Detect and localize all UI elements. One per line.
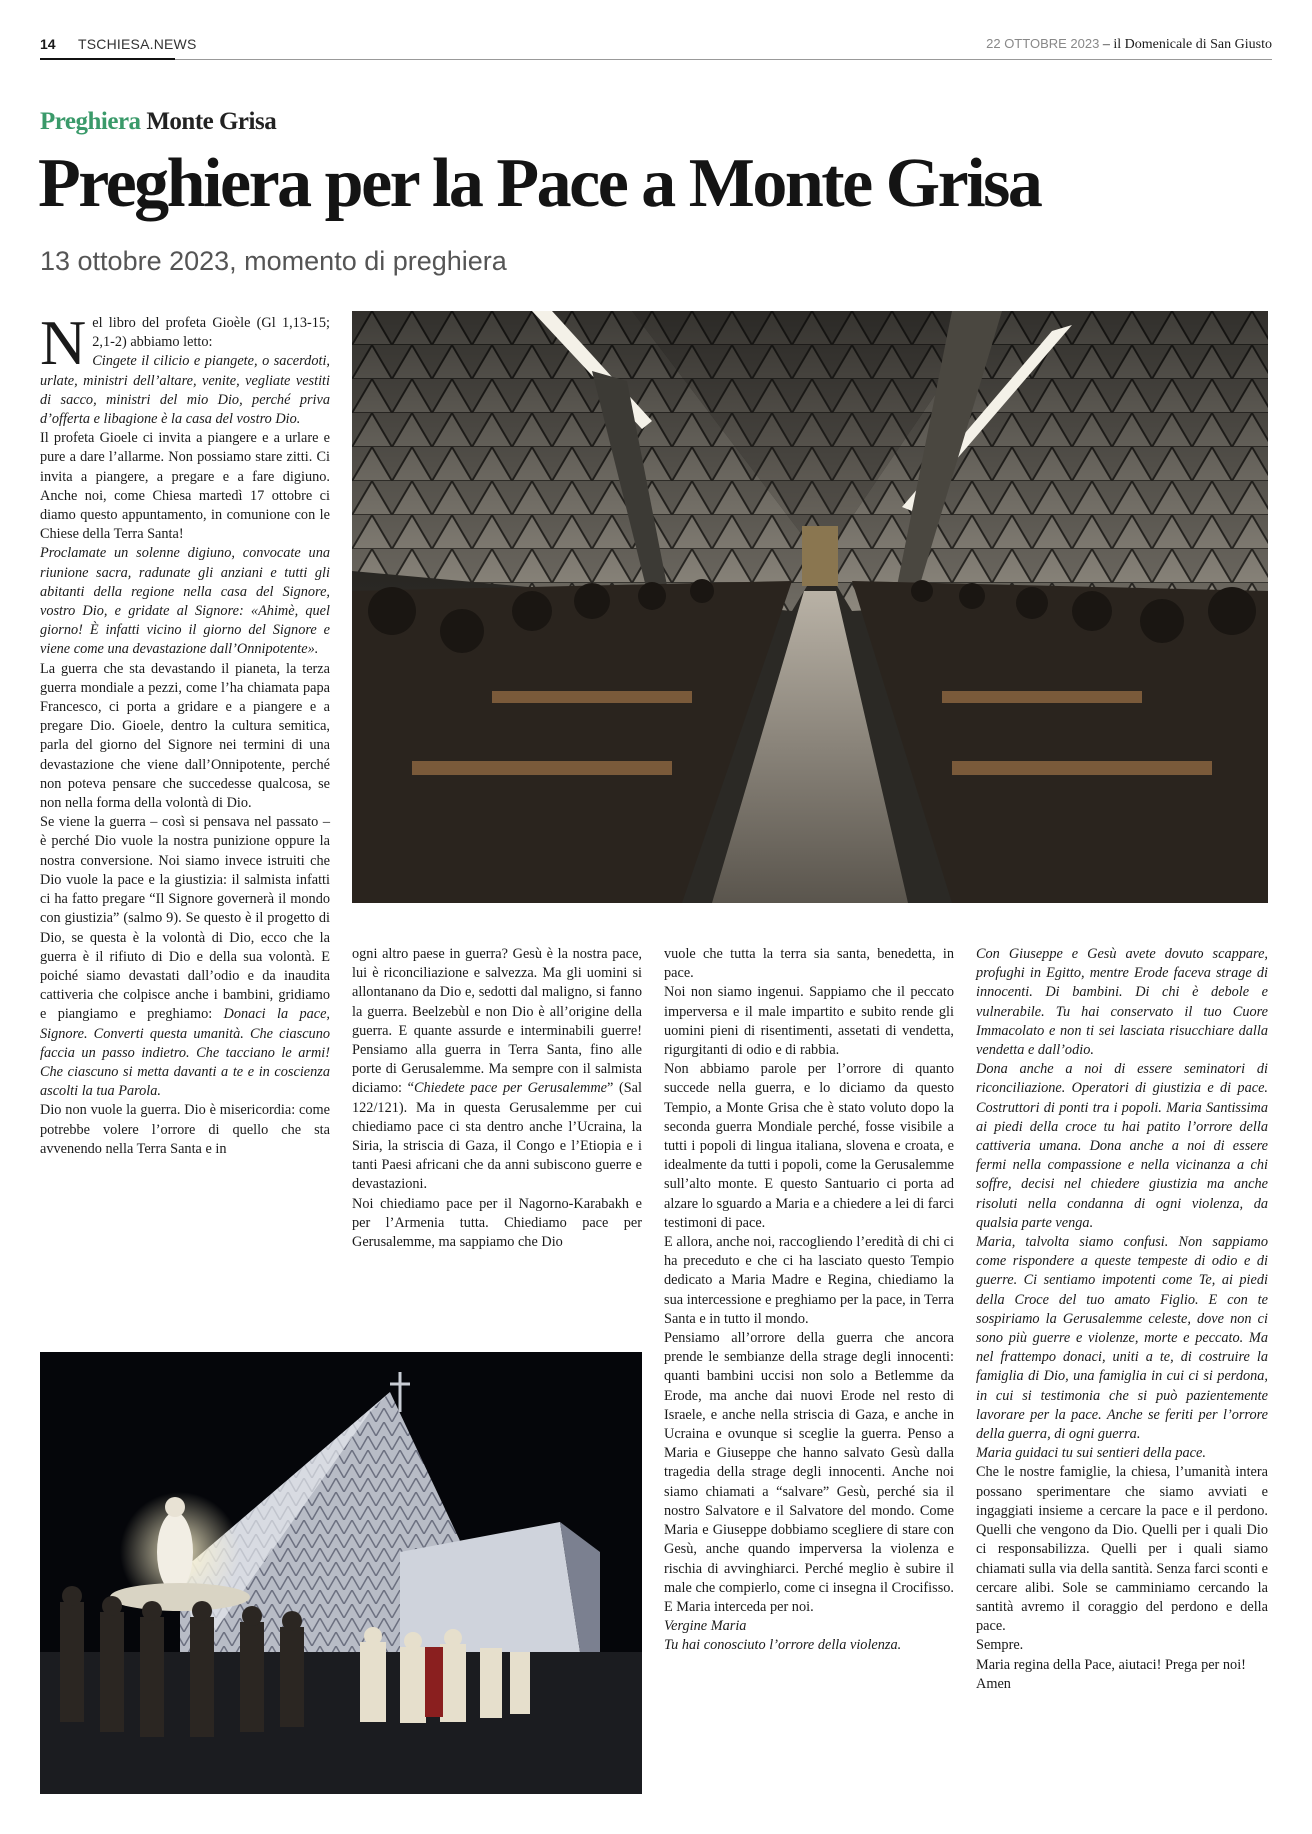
column-2: [352, 945, 642, 1252]
interior-illustration: [352, 311, 1268, 903]
paragraph: Amen: [976, 1675, 1011, 1692]
quote-paragraph: Con Giuseppe e Gesù avete dovuto scappare, profughi in Egitto, mentre Erode faceva strage di innocenti. Di bambini. Di chi è debole e vulnerabile. Tu hai conservato il tuo Cuore Immacolato e non ti sei lasciata risucchiare dalla vendetta e dall’odio.: [976, 946, 1268, 1059]
quote-paragraph: Tu hai conosciuto l’orrore della violenza.: [664, 1637, 902, 1654]
paragraph: Pensiamo all’orrore della guerra che ancora prende le sembianze della strage degli innocenti: quanti bambini uccisi non solo a Betlemme da Erode, ma anche dai nuovi Erode nel resto di Israele, e anche nella striscia di Gaza, e anche in Ucraina e ovunque si sceglie la guerra. Penso a Maria e Giuseppe che hanno salvato Gesù dalla tragedia della strage degli innocenti. Anche noi siamo chiamati a “salvare” Gesù, perché sia il nostro Salvatore e il Salvatore del mondo. Come Maria e Giuseppe dobbiamo scegliere di stare con Gesù, anche quando imperversa la violenza e rischia di avvinghiarci. Perché meglio è subire il male che compierlo, come ci insegna il Crocifisso. E Maria interceda per noi.: [664, 1330, 954, 1615]
paragraph: La guerra che sta devastando il pianeta, la terza guerra mondiale a pezzi, come l’ha chiamata papa Francesco, ci porta a gridare e a piangere e a pregare Dio. Gioele, dentro la cultura semitica, parla del giorno del Signore nei termini di una devastazione che viene dall’Onnipotente, perché non poteva pensare che succedesse qualcosa, se non nella forma della volontà di Dio.: [40, 660, 330, 812]
paragraph: Se viene la guerra – così si pensava nel passato – è perché Dio vuole la nostra punizione oppure la nostra conversione. Noi siamo invece istruiti che Dio vuole la pace e la giustizia: il salmista infatti ci ha fatto pregare “Il Signore governerà il mondo con giustizia” (salmo 9). Se questo è il progetto di Dio, se questa è la volontà di Dio, ecco che la guerra è il rifiuto di Dio e della sua volontà. E poiché siamo devastati dall’odio e da inaudita cattiveria che colpisce anche i bambini, gridiamo e piangiamo e preghiamo: Donaci la pace, Signore. Converti questa umanità. Che ciascuno faccia un passo indietro. Che tacciano le armi! Che ciascuno si metta davanti a te e in coscienza ascolti la tua Parola.: [40, 814, 331, 1100]
column-1: [40, 307, 331, 1159]
photo-night-procession: [40, 1352, 642, 1794]
issue-date: 22 OTTOBRE 2023: [986, 36, 1100, 51]
paragraph: Sempre.: [976, 1637, 1024, 1654]
paragraph: Il profeta Gioele ci invita a piangere e a urlare e pure a dare l’allarme. Non possiamo stare zitti. Ci invita a piangere, a pregare e a fare digiuno. Anche noi, come Chiesa martedì 17 ottobre ci diamo questo appuntamento, in comunione con le Chiese della Terra Santa!: [40, 430, 330, 543]
header-rule: [40, 59, 1272, 60]
article-title: Preghiera per la Pace a Monte Grisa: [38, 145, 1041, 222]
paragraph: ogni altro paese in guerra? Gesù è la nostra pace, lui è riconciliazione e salvezza. Ma gli uomini si allontanano da Dio e, sedotti dal maligno, si fanno la guerra. Beelzebùl e non Dio è all’origine della guerra. E quante assurde e interminabili guerre! Pensiamo alla guerra in Terra Santa, fino alle porte di Gerusalemme. Ma sempre con il salmista diciamo: “Chiedete pace per Gerusalemme” (Sal 122/121). Ma in questa Gerusalemme per cui chiediamo pace ci sta dentro anche l’Ucraina, la Siria, la striscia di Gaza, il Congo e l’Etiopia e i tanti Paesi africani che da anni subiscono guerre e devastazioni.: [352, 946, 642, 1193]
paragraph: vuole che tutta la terra sia santa, benedetta, in pace.: [664, 946, 954, 982]
page-header: [40, 34, 1272, 62]
quote-paragraph: Proclamate un solenne digiuno, convocate una riunione sacra, radunate gli anziani e tutti gli abitanti della regione nella casa del Signore, vostro Dio, e gridate al Signore: «Ahimè, quel giorno! È infatti vicino il giorno del Signore e viene come una devastazione dall’Onnipotente».: [40, 545, 330, 658]
article-subtitle: 13 ottobre 2023, momento di preghiera: [40, 246, 507, 276]
procession-illustration: [40, 1352, 642, 1794]
issue-separator: –: [1099, 37, 1114, 52]
paragraph: Che le nostre famiglie, la chiesa, l’umanità intera possano sperimentare che siamo avviati e ingaggiati insieme a cercare la pace e il perdono. Quelli che vengono da Dio. Quelli per i quali Dio ci responsabilizza. Quelli per i quali siamo chiamati sulla via della santità. Senza farci sconti e cercare alibi. Sole se camminiamo cercando la santità avremo il coraggio del perdono e della pace.: [976, 1464, 1268, 1635]
issue-info: [986, 36, 1272, 53]
quote-paragraph: Maria guidaci tu sui sentieri della pace.: [976, 1445, 1206, 1462]
paragraph: Maria regina della Pace, aiutaci! Prega per noi!: [976, 1656, 1246, 1673]
quote-paragraph: Vergine Maria: [664, 1618, 747, 1635]
quote-paragraph: Dona anche a noi di essere seminatori di riconciliazione. Operatori di giustizia e di pace. Costruttori di ponti tra i popoli. Maria Santissima ai piedi della croce tu hai patito l’orrore della cattiveria umana. Dona anche a noi di essere fermi nella compassione e nella vicinanza a chi soffre, decisi nel chiedere giustizia ma anche risoluti nella condanna di ogni violenza, da qualsia parte venga.: [976, 1061, 1268, 1231]
site-name: TSCHIESA.NEWS: [78, 36, 197, 52]
paragraph: Dio non vuole la guerra. Dio è misericordia: come potrebbe volere l’orrore di quello che sta avvenendo nella Terra Santa e in: [40, 1102, 330, 1157]
paragraph: E allora, anche noi, raccogliendo l’eredità di chi ci ha preceduto e che ci ha lasciato questo Tempio dedicato a Maria Madre e Regina, chiediamo la sua intercessione e preghiamo per la pace, in Terra Santa e in tutto il mondo.: [664, 1234, 954, 1327]
publication-name: il Domenicale di San Giusto: [1113, 37, 1272, 52]
paragraph: Noi chiediamo pace per il Nagorno-Karabakh e per l’Armenia tutta. Chiediamo pace per Gerusalemme, ma sappiamo che Dio: [352, 1195, 642, 1251]
header-rule-accent: [40, 58, 175, 60]
dropcap: N: [40, 307, 87, 378]
kicker-section: Preghiera: [40, 108, 141, 135]
page-number: 14: [40, 36, 56, 52]
column-3: [664, 945, 954, 1656]
paragraph: el libro del profeta Gioèle (Gl 1,13-15; 2,1-2) abbiamo letto:: [92, 315, 330, 351]
photo-basilica-interior: [352, 311, 1268, 903]
quote-paragraph: Cingete il cilicio e piangete, o sacerdoti, urlate, ministri dell’altare, venite, vegliate vestiti di sacco, ministri del mio Dio, perché priva d’offerta e libagione è la casa del vostro Dio.: [40, 353, 330, 428]
quote-paragraph: Maria, talvolta siamo confusi. Non sappiamo come rispondere a queste tempeste di odio e di guerre. Ci sentiamo impotenti come Te, ai piedi della Croce del tuo amato Figlio. E con te sospiriamo la Gerusalemme celeste, dove non ci sono più guerre e violenze, morte e peccato. Ma nel frattempo donaci, uniti a te, di costruire la famiglia di Dio, una famiglia in cui ci si perdona, in cui si testimonia che si può pazientemente lavorare per la pace. Anche se feriti per l’orrore della guerra, di ogni guerra.: [976, 1234, 1268, 1443]
column-4: [976, 945, 1268, 1694]
kicker-topic: Monte Grisa: [146, 108, 277, 135]
paragraph: Noi non siamo ingenui. Sappiamo che il peccato imperversa e il male impartito e subito rende gli uomini pieni di risentimenti, assetati di vendetta, rigurgitanti di odio e di rabbia.: [664, 984, 954, 1059]
paragraph: Non abbiamo parole per l’orrore di quanto succede nella guerra, e lo diciamo da questo Tempio, a Monte Grisa che è stato voluto dopo la seconda guerra Mondiale perché, fosse visibile a tutti i popoli di lingua italiana, slovena e croata, e idealmente da tutti i popoli, come la Gerusalemme sull’alto monte. E questo Santuario ci porta ad alzare lo sguardo a Maria e a chiedere a lei di farci testimoni di pace.: [664, 1061, 954, 1231]
kicker: [40, 108, 276, 136]
